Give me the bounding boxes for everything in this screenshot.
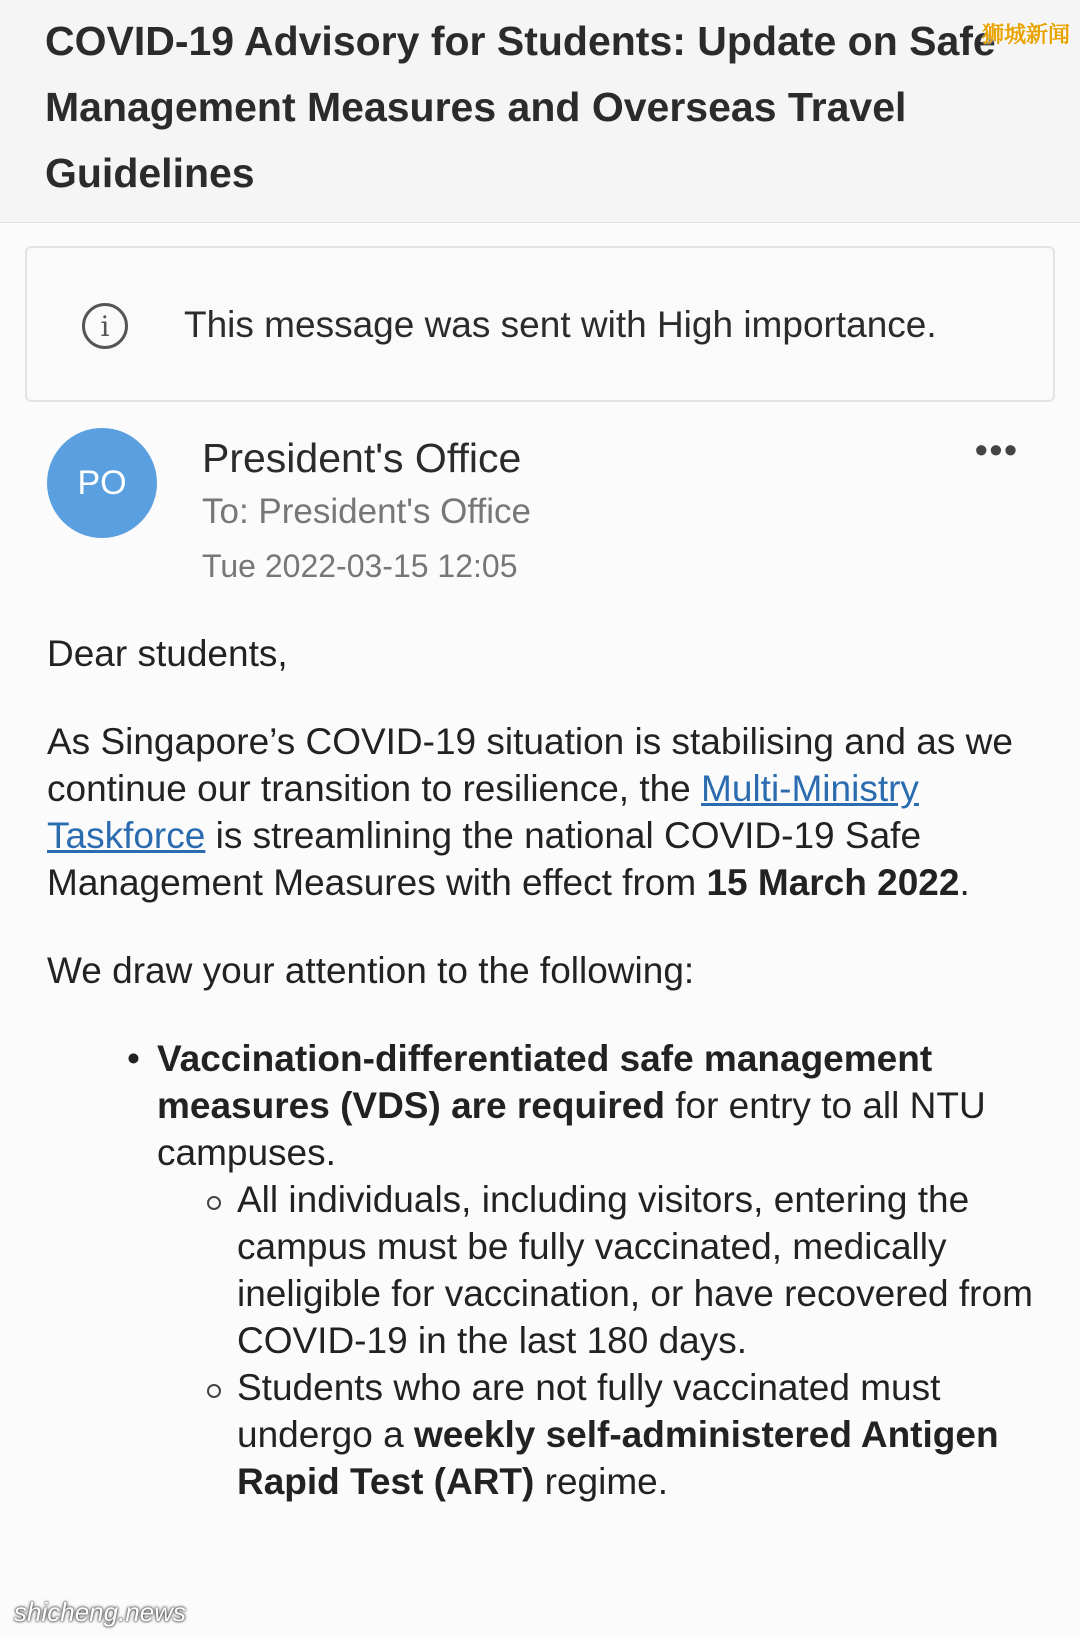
list-item [237, 1364, 1047, 1505]
bullet-text: for entry to all NTU campuses. [157, 1085, 986, 1173]
greeting: Dear students, [47, 633, 288, 674]
importance-text: This message was sent with High importance. [184, 304, 937, 345]
watermark-text: shicheng.news [14, 1597, 186, 1627]
list-item [127, 1035, 1047, 1505]
info-icon: i [82, 303, 128, 349]
more-options-button[interactable]: ••• [975, 429, 1019, 470]
list-item: All individuals, including visitors, entering the campus must be fully vaccinated, medically ineligible for vaccination, or have recovered from COVID-19 in the last 180 days. [237, 1176, 1047, 1364]
paragraph-text: As Singapore’s COVID-19 situation is stabilising and as we continue our transition to resilience, the [47, 721, 1013, 809]
taskforce-link[interactable]: Multi-Ministry Taskforce [47, 768, 919, 856]
sub-text: regime. [534, 1461, 669, 1502]
sub-text: Students who are not fully vaccinated must undergo a [237, 1367, 941, 1455]
message-body [47, 630, 1047, 1505]
sub-list [127, 1176, 1047, 1505]
paragraph-text: . [959, 862, 970, 903]
sender-name[interactable]: President's Office [202, 435, 522, 481]
recipient-line: To: President's Office [202, 492, 531, 531]
paragraph-text: is streamlining the national COVID-19 Safe Management Measures with effect from [47, 815, 922, 903]
subject-bar [0, 0, 1080, 220]
watermark-logo: 狮城新闻 [981, 22, 1070, 47]
bullet-list [47, 1035, 1047, 1505]
sub-bold-text: weekly self-administered Antigen Rapid Test (ART) [237, 1414, 999, 1502]
paragraph-intro [47, 718, 1047, 906]
paragraph-attention: We draw your attention to the following: [47, 950, 695, 991]
effective-date: 15 March 2022 [706, 862, 960, 903]
sent-date: Tue 2022-03-15 12:05 [202, 548, 518, 584]
email-subject: COVID-19 Advisory for Students: Update on Safe Management Measures and Overseas Travel Guidelines [45, 18, 996, 196]
bullet-bold-text: Vaccination-differentiated safe management measures (VDS) are required [157, 1038, 933, 1126]
avatar[interactable]: PO [47, 428, 157, 538]
importance-banner [25, 246, 1055, 402]
